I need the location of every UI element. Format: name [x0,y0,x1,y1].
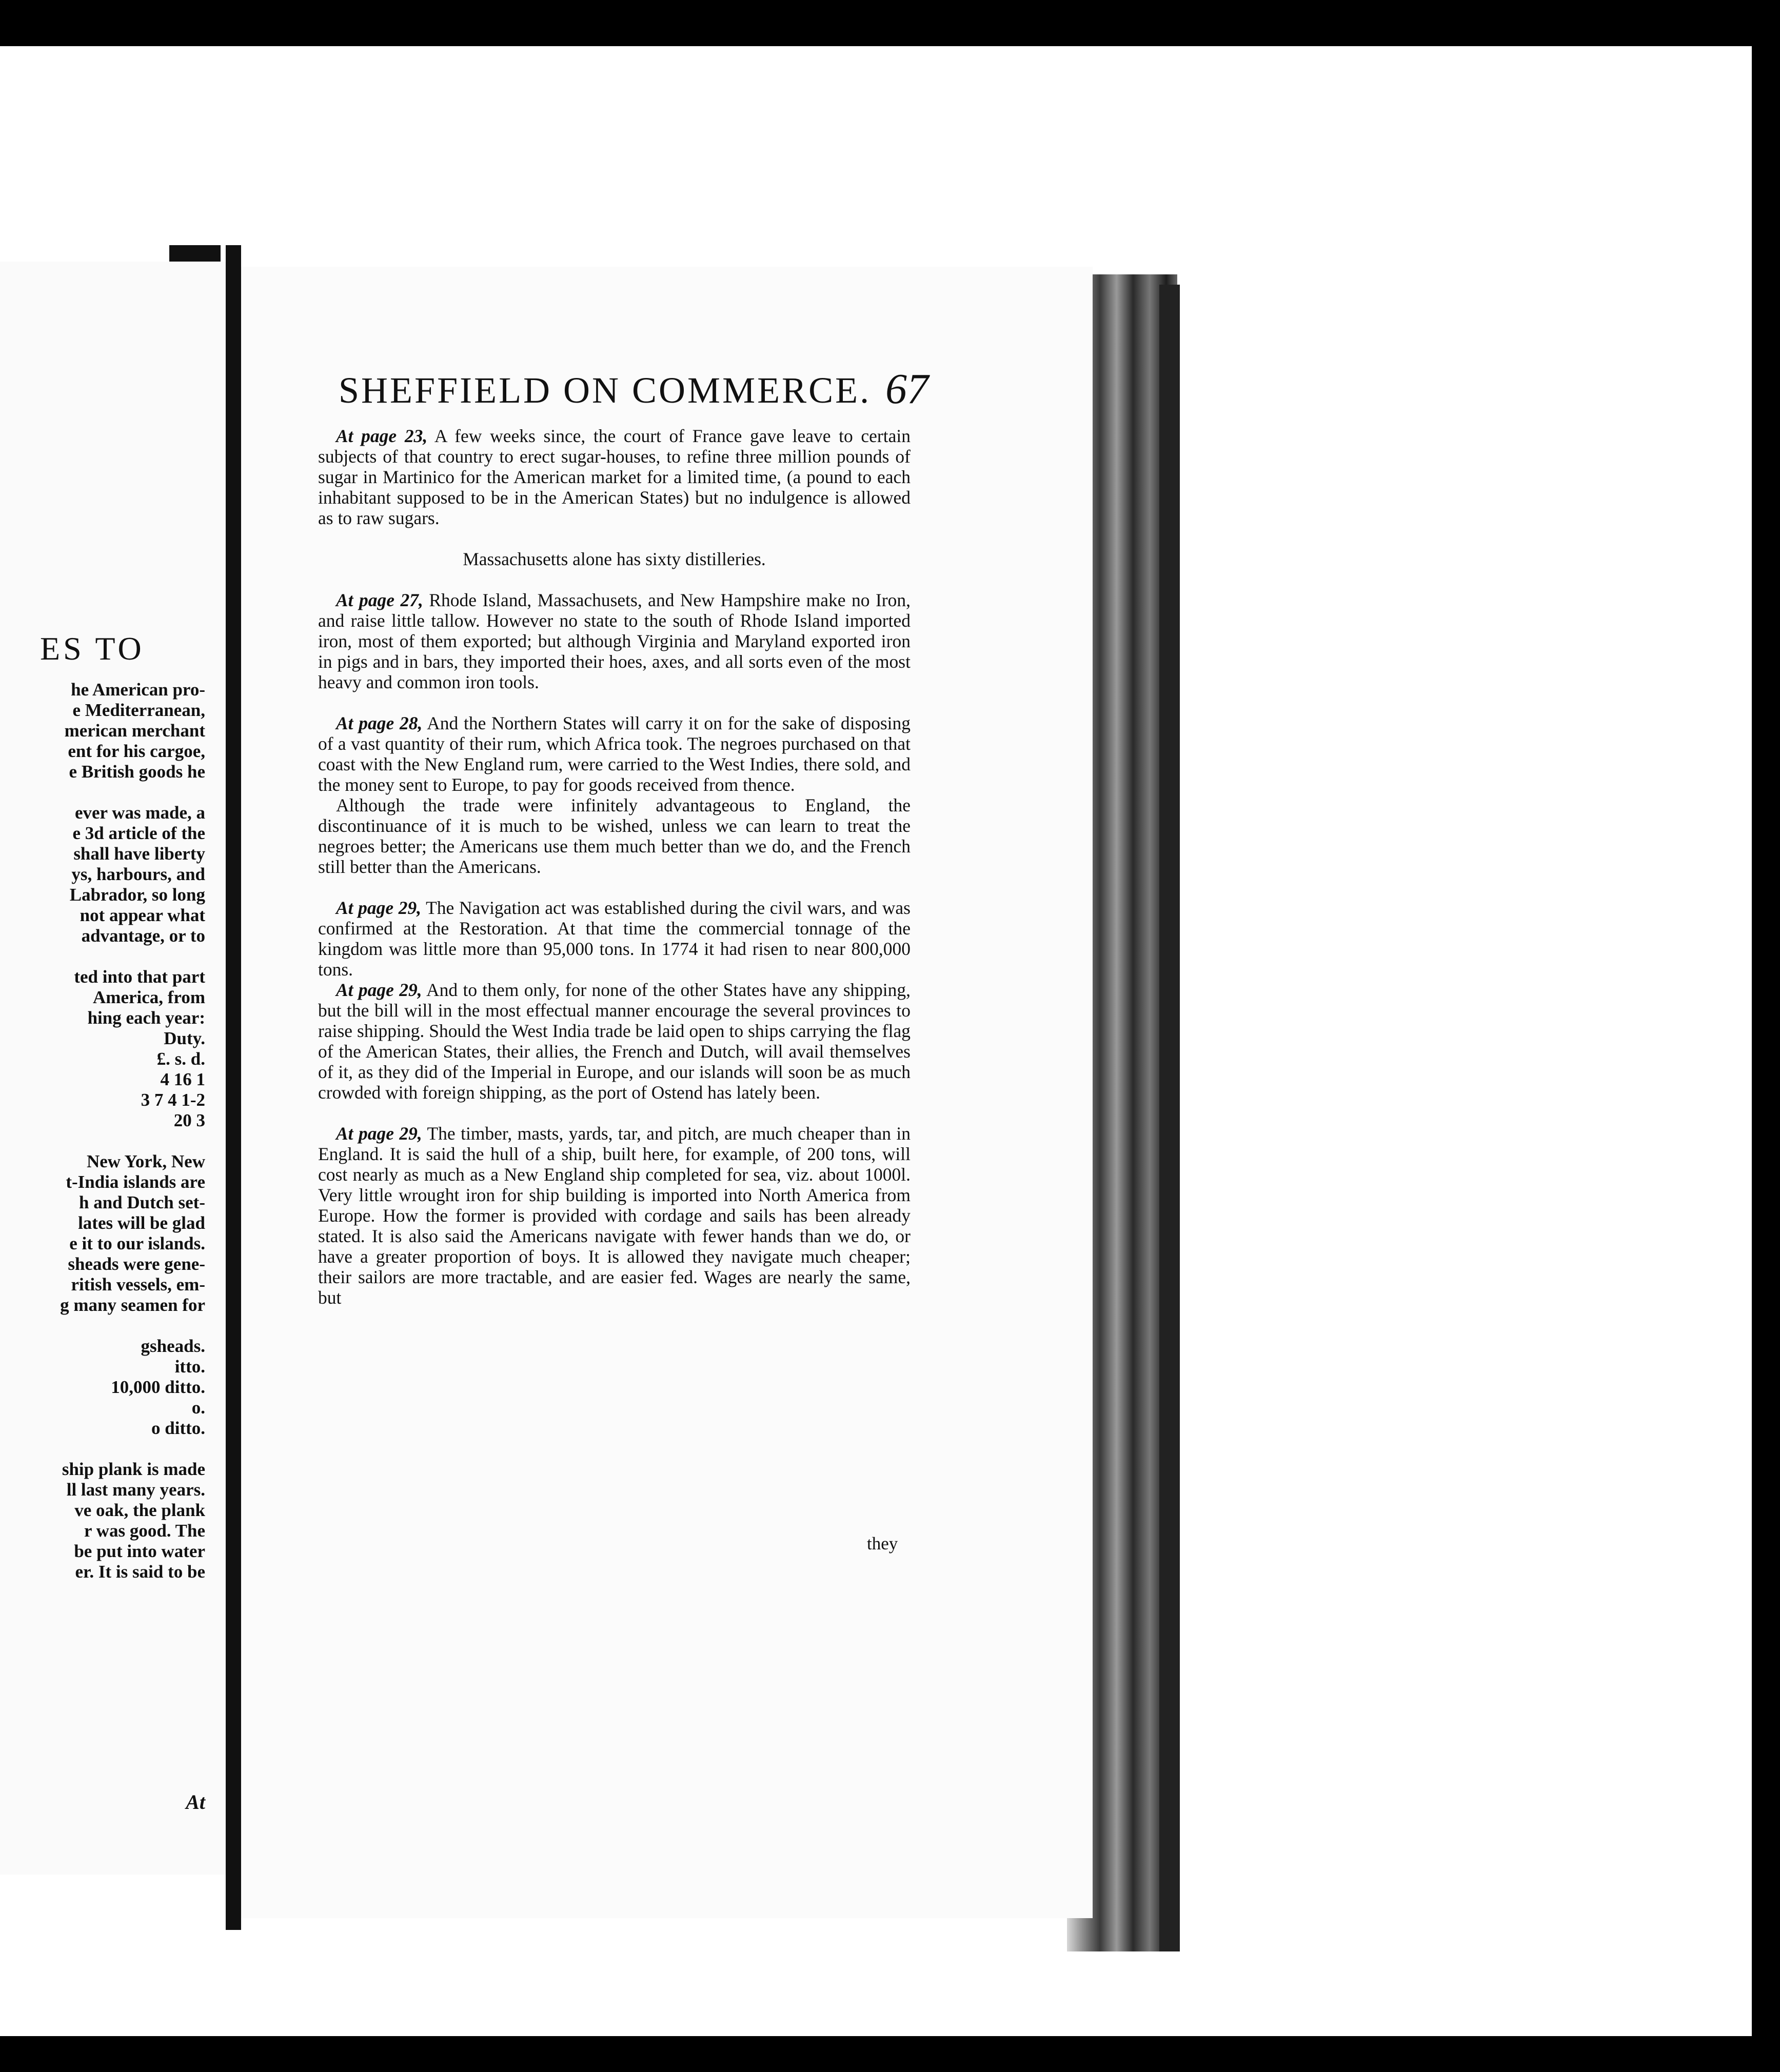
left-running-head: ES TO [40,630,145,667]
page-reference: At page 29, [336,1123,422,1144]
paragraph-text: Rhode Island, Massachusets, and New Hampshire make no Iron, and raise little tallow. However no state to the south of Rhode Island imported iron, most of them exported; but although Virginia and Maryland exported iron in pigs and in bars, they imported their hoes, axes, and all sorts even of the most heavy and common iron tools. [318,590,911,692]
paragraph [318,426,911,528]
paragraph-gap [318,1103,911,1123]
book-spine [226,245,241,1930]
left-page-line: be put into water [74,1541,205,1561]
left-page-line: o ditto. [151,1418,205,1438]
left-page-line: 10,000 ditto. [111,1377,205,1397]
page-reference: At page 28, [336,713,423,733]
left-page-line: Labrador, so long [69,885,205,905]
left-page-line: Duty. [164,1028,205,1048]
left-page-line: 20 3 [173,1110,205,1130]
paragraph-gap [318,877,911,898]
left-page-line: gsheads. [141,1336,205,1356]
left-page-line: America, from [93,987,205,1007]
paragraph [318,549,911,569]
left-page-line [0,1439,205,1459]
left-page-line: 4 16 1 [160,1069,205,1089]
left-page-line: ve oak, the plank [74,1500,205,1520]
left-page-line: o. [191,1398,205,1418]
page-reference: At page 27, [336,590,423,610]
page-number: 67 [885,365,928,413]
cover-edge [1159,285,1180,1951]
left-page-line: g many seamen for [60,1295,205,1315]
paragraph [318,590,911,692]
page-reference: At page 29, [336,980,422,1000]
left-catchword: At [186,1790,205,1814]
left-page-line: ever was made, a [74,803,205,823]
paragraph-text: The timber, masts, yards, tar, and pitch, are much cheaper than in England. It is said the hull of a ship, built here, for example, of 200 tons, will cost nearly as much as a New England ship completed for sea, viz. about 1000l. Very little wrought iron for ship building is imported into North America from Europe. How the former is provided with cordage and sails has been already stated. It is also said the Americans navigate with fewer hands than we do, or have a greater proportion of boys. It is allowed they navigate much cheaper; their sailors are more tractable, and are easier fed. Wages are nearly the same, but [318,1123,911,1308]
left-page-line: ll last many years. [66,1480,205,1500]
left-page-line [0,946,205,967]
left-page-line: not appear what [80,905,205,925]
paragraph-text: The Navigation act was established during the civil wars, and was confirmed at the Restoration. At that time the commercial tonnage of the kingdom was little more than 95,000 tons. In 1774 it had risen to near 800,000 tons. [318,898,911,980]
left-page-text [0,680,205,1582]
page-body [318,426,911,1308]
left-page-line [0,782,205,803]
left-page-line: £. s. d. [156,1049,205,1069]
paragraph-text: Although the trade were infinitely advantageous to England, the discontinuance of it is much to be wished, unless we can learn to treat the negroes better; the Americans use them much better than we do, and the French still better than the Americans. [318,795,911,877]
paragraph-gap [318,692,911,713]
paragraph-text: And to them only, for none of the other States have any shipping, but the bill will in the most effectual manner encourage the several provinces to raise shipping. Should the West India trade be laid open to ships carrying the flag of the American States, their allies, the French and Dutch, will avail themselves of it, as they did of the Imperial in Europe, and our islands will soon be as much crowded with foreign shipping, as the port of Ostend has lately been. [318,980,911,1103]
left-page-line: h and Dutch set- [78,1192,205,1212]
paragraph [318,795,911,877]
left-page-line: ys, harbours, and [71,864,205,884]
paragraph-text: A few weeks since, the court of France gave leave to certain subjects of that country to erect sugar-houses, to refine three million pounds of sugar in Martinico for the American market for a limited time, (a pound to each inhabitant supposed to be in the American States) but no indulgence is allowed as to raw sugars. [318,426,911,528]
left-page-line [0,1316,205,1336]
left-page-line: he American pro- [71,680,205,700]
spine-cap [169,245,221,262]
left-page [0,262,227,1875]
paragraph-gap [318,569,911,590]
left-page-line: t-India islands are [66,1172,205,1192]
left-page-line: ted into that part [74,967,205,987]
left-page-line: hing each year: [87,1008,205,1028]
left-page-line: ship plank is made [62,1459,205,1479]
left-page-line [0,1131,205,1151]
left-page-line: r was good. The [84,1521,205,1541]
left-page-line: 3 7 4 1-2 [141,1090,205,1110]
page-reference: At page 29, [336,898,422,918]
paragraph [318,713,911,795]
paragraph [318,1123,911,1308]
left-page-line: e Mediterranean, [72,700,205,720]
page-header [339,364,928,421]
paragraph-gap [318,528,911,549]
left-page-line: e it to our islands. [69,1233,205,1253]
left-page-line: merican merchant [64,721,205,741]
paragraph-text: And the Northern States will carry it on for the sake of disposing of a vast quantity of their rum, which Africa took. The negroes purchased on that coast with the New England rum, were carried to the West Indies, there sold, and the money sent to Europe, to pay for goods received from thence. [318,713,911,795]
running-head: SHEFFIELD ON COMMERCE. [339,370,872,411]
left-page-line: shall have liberty [73,844,205,864]
paragraph [318,980,911,1103]
paragraph [318,898,911,980]
left-page-line: lates will be glad [78,1213,205,1233]
catchword: they [867,1533,898,1553]
left-page-line: New York, New [86,1151,205,1171]
left-page-line: e British goods he [69,762,205,782]
left-page-line: advantage, or to [81,926,205,946]
left-page-line: ent for his cargoe, [68,741,205,761]
left-page-line: e 3d article of the [72,823,205,843]
left-page-line: er. It is said to be [75,1562,205,1582]
left-page-line: sheads were gene- [68,1254,205,1274]
page-reference: At page 23, [336,426,428,446]
paragraph-text: Massachusetts alone has sixty distilleries. [463,549,766,569]
left-page-line: itto. [174,1357,205,1377]
left-page-line: ritish vessels, em- [71,1274,205,1294]
